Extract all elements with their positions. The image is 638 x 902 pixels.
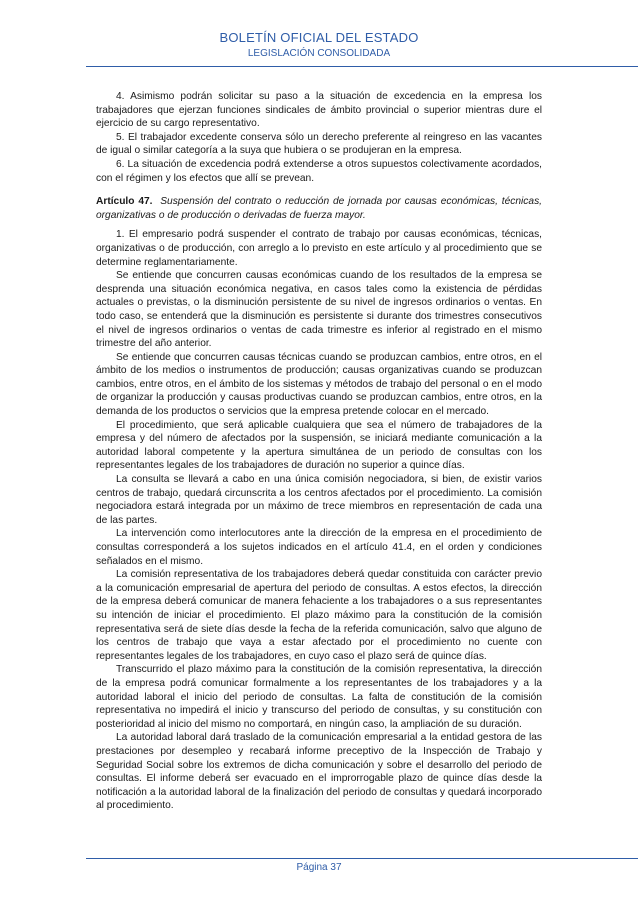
paragraph: Se entiende que concurren causas técnicas cuando se produzcan cambios, entre otros, en el ámbito de los medios o instrumentos de producción; causas organizativas cuando se produzcan cambios, entre otros, en el ámbito de los sistemas y métodos de trabajo del personal o en el modo de organizar la producción y causas productivas cuando se produzcan cambios, entre otros, en la demanda de los productos o servicios que la empresa pretende colocar en el mercado. (96, 351, 542, 418)
article-heading (96, 195, 542, 222)
page-header (0, 30, 638, 61)
header-rule (86, 66, 638, 67)
document-body (96, 90, 542, 813)
paragraph: La comisión representativa de los trabajadores deberá quedar constituida con carácter previo a la comunicación empresarial de apertura del periodo de consultas. A estos efectos, la dirección de la empresa deberá comunicar de manera fehaciente a los trabajadores o a sus representantes su intención de iniciar el procedimiento. El plazo máximo para la constitución de la comisión representativa será de siete días desde la fecha de la referida comunicación, salvo que alguno de los centros de trabajo que vaya a estar afectado por el procedimiento no cuente con representantes legales de los trabajadores, en cuyo caso el plazo será de quince días. (96, 569, 542, 662)
paragraph: La autoridad laboral dará traslado de la comunicación empresarial a la entidad gestora de las prestaciones por desempleo y recabará informe preceptivo de la Inspección de Trabajo y Seguridad Social sobre los extremos de dicha comunicación y sobre el desarrollo del periodo de consultas. El informe deberá ser evacuado en el improrrogable plazo de quince días desde la notificación a la autoridad laboral de la finalización del periodo de consultas y quedará incorporado al procedimiento. (96, 732, 542, 812)
header-title: BOLETÍN OFICIAL DEL ESTADO (219, 30, 419, 45)
footer-rule (86, 858, 638, 859)
paragraph: 1. El empresario podrá suspender el contrato de trabajo por causas económicas, técnicas, organizativas o de producción, con arreglo a lo previsto en este artículo y al procedimiento que se determine reglamentariamente. (96, 229, 542, 268)
header-subtitle: LEGISLACIÓN CONSOLIDADA (247, 48, 391, 59)
paragraph: La consulta se llevará a cabo en una única comisión negociadora, si bien, de existir varios centros de trabajo, quedará circunscrita a los centros afectados por el procedimiento. La comisión negociadora estará integrada por un máximo de trece miembros en representación de cada una de las partes. (96, 474, 542, 526)
paragraph: Se entiende que concurren causas económicas cuando de los resultados de la empresa se desprenda una situación económica negativa, en casos tales como la existencia de pérdidas actuales o previstas, o la disminución persistente de su nivel de ingresos ordinarios o ventas. En todo caso, se entenderá que la disminución es persistente si durante dos trimestres consecutivos el nivel de ingresos ordinarios o ventas de cada trimestre es inferior al registrado en el mismo trimestre del año anterior. (96, 270, 542, 350)
paragraph: Transcurrido el plazo máximo para la constitución de la comisión representativa, la dirección de la empresa podrá comunicar formalmente a los representantes de los trabajadores y a la autoridad laboral el inicio del periodo de consultas. La falta de constitución de la comisión representativa no impedirá el inicio y transcurso del periodo de consultas, y su constitución con posterioridad al inicio del mismo no comportará, en ningún caso, la ampliación de su duración. (96, 664, 542, 730)
article-title: Suspensión del contrato o reducción de jornada por causas económicas, técnicas, organizativas o de producción o derivadas de fuerza mayor. (96, 196, 542, 221)
article-number: Artículo 47. (96, 196, 153, 208)
paragraph: 6. La situación de excedencia podrá extenderse a otros supuestos colectivamente acordados, con el régimen y los efectos que allí se prevean. (96, 158, 542, 184)
paragraph: El procedimiento, que será aplicable cualquiera que sea el número de trabajadores de la empresa y del número de afectados por la suspensión, se iniciará mediante comunicación a la autoridad laboral competente y la apertura simultánea de un periodo de consultas con los representantes legales de los trabajadores de duración no superior a quince días. (96, 419, 542, 472)
paragraph: La intervención como interlocutores ante la dirección de la empresa en el procedimiento de consultas corresponderá a los sujetos indicados en el artículo 41.4, en el orden y condiciones señalados en el mismo. (96, 528, 542, 567)
page-number: Página 37 (296, 862, 342, 873)
paragraph: 5. El trabajador excedente conserva sólo un derecho preferente al reingreso en las vacantes de igual o similar categoría a la suya que hubiera o se produjeran en la empresa. (96, 131, 542, 157)
paragraph: 4. Asimismo podrán solicitar su paso a la situación de excedencia en la empresa los trabajadores que ejerzan funciones sindicales de ámbito provincial o superior mientras dure el ejercicio de su cargo representativo. (96, 91, 542, 130)
